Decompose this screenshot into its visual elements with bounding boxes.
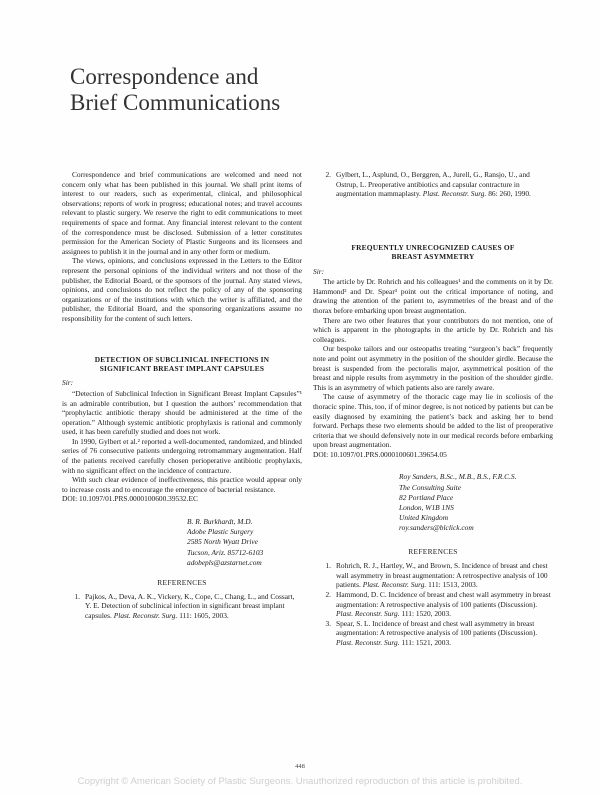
letter1-paragraph-2: In 1990, Gylbert et al.² reported a well-documented, randomized, and blinded series of 76 consecutive patients undergoing retromammary augmentation. Half of the patients received carefully chosen perioperative antibiotic prophylaxis, with no significant effect on the incidence of contracture.	[62, 436, 302, 475]
letter2-reference-3	[313, 619, 553, 648]
letter1-signature-line: 2585 North Wyatt Drive	[187, 537, 258, 547]
reference-cite: 111: 1605, 2003.	[179, 610, 229, 620]
reference-body: Rohrich, R. J., Hartley, W., and Brown, S. Incidence of breast and chest wall asymmetry in breast augmentation: A retrospective analysis of 100 patients.	[336, 561, 548, 590]
letter2-title	[313, 243, 553, 262]
letter1-title-line-2: SIGNIFICANT BREAST IMPLANT CAPSULES	[99, 363, 265, 373]
letter1-signature-line: B. R. Burkhardt, M.D.	[187, 517, 253, 527]
letter2-paragraph-1: The article by Dr. Rohrich and his colleagues¹ and the comments on it by Dr. Hammond² and Dr. Spear³ point out the critical importance of noting, and drawing the attention of the patient to, asymmetries of the breast and of the thorax before embarking upon breast augmentation.	[313, 277, 553, 315]
letter1-paragraph-1: “Detection of Subclinical Infection in Significant Breast Implant Capsules”¹ is an admirable contribution, but I question the authors’ recommendation that “prophylactic antibiotic therapy should be administered at the time of the operation.” Although systemic antibiotic prophylaxis is rational and commonly used, it has been carefully studied and does not work.	[62, 388, 302, 437]
intro-paragraph-1: Correspondence and brief communications are welcomed and need not concern only what has been published in this journal. We shall print items of interest to our readers, such as experimental, clinical, and philosophical observations; reports of work in progress; educational notes; and travel accounts relevant to plastic surgery. We reserve the right to edit communications to meet requirements of space and format. Any financial interest relevant to the content of the correspondence must be disclosed. Submission of a letter constitutes permission for the American Society of Plastic Surgeons and its licensees and assignees to publish it in the journal and in any other form or medium.	[62, 170, 302, 256]
page-number: 448	[295, 763, 305, 770]
reference-text	[336, 619, 553, 648]
reference-text	[336, 590, 553, 619]
reference-number: 3.	[325, 618, 331, 628]
letter2-reference-2	[313, 590, 553, 619]
letter1-signature-line: Adobe Plastic Surgery	[187, 527, 254, 537]
letter2-paragraph-2: There are two other features that your contributors do not mention, one of which is apparent in the photographs in the article by Dr. Rohrich and his colleagues.	[313, 315, 553, 344]
reference-body: Spear, S. L. Incidence of breast and chest wall asymmetry in breast augmentation: A retrospective analysis of 100 patients (Discussion).	[336, 618, 538, 638]
letter2-doi: DOI: 10.1097/01.PRS.0000100601.39654.05	[313, 449, 447, 459]
reference-number: 1.	[325, 561, 331, 571]
letter2-signature	[399, 472, 553, 533]
letter2-paragraph-4: The cause of asymmetry of the thoracic cage may lie in scoliosis of the thoracic spine. This, too, if of minor degree, is not noticed by patients but can be easily diagnosed by examining the patient’s back and asking her to bend forward. Perhaps these two elements should be added to the list of preoperative criteria that we should defensively note in our medical records before embarking upon breast augmentation.	[313, 392, 553, 450]
letter2-salutation: Sir:	[313, 266, 325, 276]
letter2-signature-line: The Consulting Suite	[399, 482, 462, 492]
page-title-line-2: Brief Communications	[70, 90, 281, 115]
page-title-line-1: Correspondence and	[70, 64, 259, 89]
letter2-signature-line: 82 Portland Place	[399, 492, 454, 502]
letter1-signature-line: Tucson, Ariz. 85712-6103	[187, 547, 264, 557]
copyright-notice: Copyright © American Society of Plastic Surgeons. Unauthorized reproduction of this article is prohibited.	[77, 776, 523, 787]
letter2-references-title: REFERENCES	[408, 546, 458, 556]
reference-text	[336, 170, 553, 199]
letter2-title-line-1: FREQUENTLY UNRECOGNIZED CAUSES OF	[351, 242, 515, 252]
reference-journal: Plast. Reconstr. Surg.	[362, 580, 427, 590]
letter1-signature	[187, 517, 302, 568]
reference-journal: Plast. Reconstr. Surg.	[422, 189, 487, 199]
reference-body: Gylbert, L., Asplund, O., Berggren, A., Jurell, G., Ransjo, U., and Ostrup, L. Preoperative antibiotics and capsular contracture in augmentation mammaplasty.	[336, 170, 530, 199]
reference-text	[336, 561, 553, 590]
letter2-title-line-2: BREAST ASYMMETRY	[391, 252, 475, 262]
reference-cite: 111: 1521, 2003.	[401, 638, 451, 648]
letter1-reference-2	[313, 170, 553, 199]
letter2-signature-email: roy.sanders@blclick.com	[399, 523, 474, 533]
reference-journal: Plast. Reconstr. Surg.	[113, 610, 178, 620]
left-column	[62, 170, 302, 620]
reference-text	[85, 592, 302, 621]
letter1-title-line-1: DETECTION OF SUBCLINICAL INFECTIONS IN	[94, 354, 270, 364]
reference-cite: 86: 260, 1990.	[488, 189, 531, 199]
reference-body: Hammond, D. C. Incidence of breast and chest wall asymmetry in breast augmentation: A retrospective analysis of 100 patients (Discussion).	[336, 590, 551, 609]
letter2-signature-line: London, W1B 1NS	[399, 503, 454, 513]
reference-body: Pajkos, A., Deva, A. K., Vickery, K., Cope, C., Chang, L., and Cossart, Y. E. Detection of subclinical infection in significant breast implant capsules.	[85, 591, 295, 620]
reference-number: 1.	[74, 591, 80, 601]
letter1-salutation: Sir:	[62, 378, 74, 388]
reference-cite: 111: 1520, 2003.	[401, 609, 451, 619]
letter1-signature-email: adobepls@azstarnet.com	[187, 557, 262, 567]
reference-cite: 111: 1513, 2003.	[428, 580, 478, 590]
intro-paragraph-2: The views, opinions, and conclusions expressed in the Letters to the Editor represent the personal opinions of the individual writers and not those of the publisher, the Editorial Board, or the sponsors of the journal. Any stated views, opinions, and conclusions do not reflect the policy of any of the sponsoring organizations or of the institutions with which the writer is affiliated, and the publisher, the Editorial Board, and the sponsoring organizations assume no responsibility for the content of such letters.	[62, 256, 302, 323]
reference-number: 2.	[325, 590, 331, 600]
letter2-signature-line: United Kingdom	[399, 513, 449, 523]
letter2-paragraph-3: Our bespoke tailors and our osteopaths treating “surgeon’s back” frequently note and point out asymmetry in the position of the shoulder girdle. Because the breast is suspended from the pectoralis major, asymmetrical position of the breast and nipple results from asymmetry in the position of the shoulder girdle. This is an asymmetry of which patients also are rarely aware.	[313, 344, 553, 392]
letter2-signature-line: Roy Sanders, B.Sc., M.B., B.S., F.R.C.S.	[399, 472, 517, 482]
letter2-reference-1	[313, 561, 553, 590]
page-title	[70, 64, 280, 116]
reference-journal: Plast. Reconstr. Surg.	[336, 638, 400, 648]
letter1-paragraph-3: With such clear evidence of ineffectiveness, this practice would appear only to increase costs and to encourage the emergence of bacterial resistance.	[62, 475, 302, 494]
reference-journal: Plast. Reconstr. Surg.	[336, 609, 400, 619]
right-column	[313, 170, 553, 648]
letter1-reference-1	[62, 592, 302, 621]
letter1-references-title: REFERENCES	[157, 578, 207, 588]
reference-number: 2.	[325, 170, 331, 179]
letter1-doi: DOI: 10.1097/01.PRS.0000100600.39532.EC	[62, 494, 198, 504]
letter1-title	[62, 355, 302, 374]
